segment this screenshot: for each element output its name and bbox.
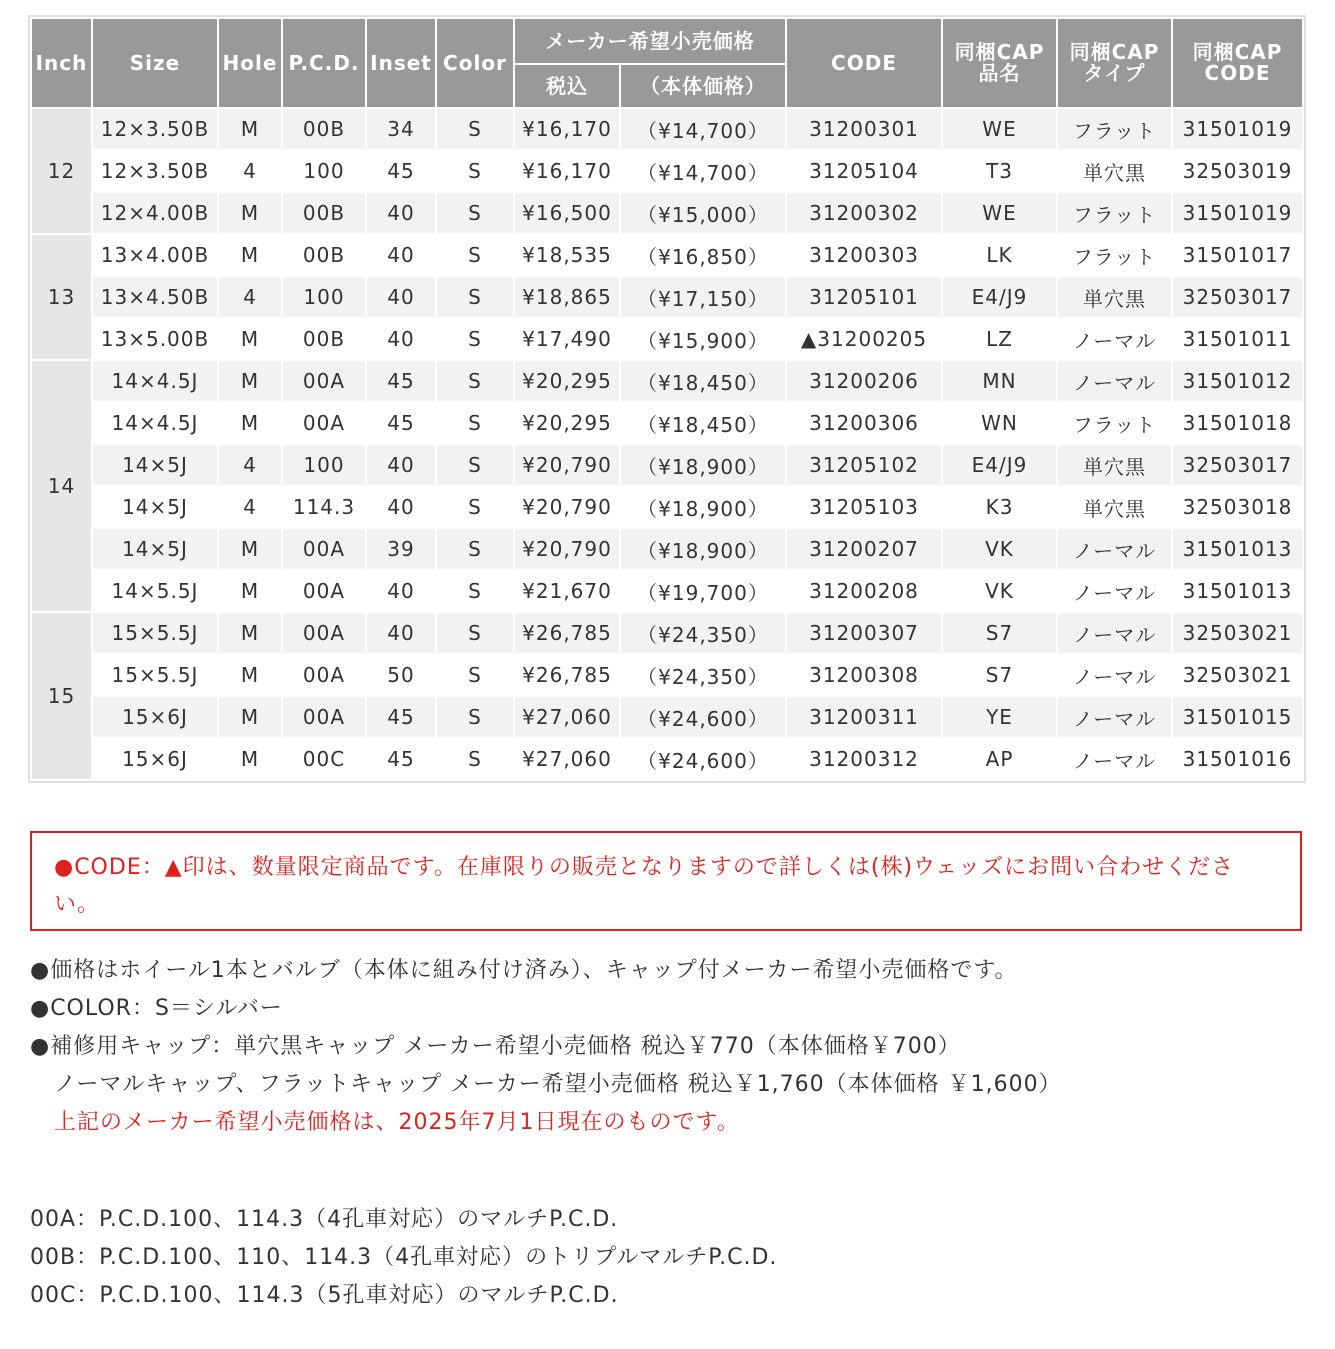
cell-hole: M bbox=[218, 654, 282, 696]
header-hole: Hole bbox=[218, 18, 282, 108]
cell-price-base: （¥24,600） bbox=[620, 738, 786, 780]
table-row bbox=[31, 570, 1303, 612]
cell-price-tax: ¥27,060 bbox=[514, 738, 620, 780]
cell-hole: M bbox=[218, 612, 282, 654]
cell-code: 31200311 bbox=[786, 696, 942, 738]
cell-cap-name: AP bbox=[942, 738, 1057, 780]
cell-price-tax: ¥21,670 bbox=[514, 570, 620, 612]
cell-cap-code: 31501017 bbox=[1172, 234, 1303, 276]
cell-cap-code: 31501011 bbox=[1172, 318, 1303, 360]
cell-size: 13×5.00B bbox=[92, 318, 218, 360]
cell-inset: 40 bbox=[366, 444, 436, 486]
table-row bbox=[31, 192, 1303, 234]
cell-price-tax: ¥26,785 bbox=[514, 612, 620, 654]
cell-color: S bbox=[436, 486, 514, 528]
header-cap-type bbox=[1057, 18, 1172, 108]
cell-cap-name: WN bbox=[942, 402, 1057, 444]
cell-price-tax: ¥16,170 bbox=[514, 150, 620, 192]
cell-inch: 13 bbox=[31, 234, 92, 360]
cell-code: 31200308 bbox=[786, 654, 942, 696]
cell-pcd: 00A bbox=[282, 360, 366, 402]
cell-inset: 40 bbox=[366, 318, 436, 360]
cell-pcd: 00A bbox=[282, 528, 366, 570]
cell-pcd: 00B bbox=[282, 192, 366, 234]
cell-cap-type: ノーマル bbox=[1057, 738, 1172, 780]
cell-code: 31200301 bbox=[786, 108, 942, 150]
cell-cap-code: 31501018 bbox=[1172, 402, 1303, 444]
cell-cap-code: 31501019 bbox=[1172, 108, 1303, 150]
cell-pcd: 100 bbox=[282, 150, 366, 192]
cell-price-base: （¥24,350） bbox=[620, 612, 786, 654]
table-row bbox=[31, 402, 1303, 444]
cell-price-tax: ¥20,790 bbox=[514, 444, 620, 486]
cell-price-tax: ¥18,865 bbox=[514, 276, 620, 318]
cell-hole: M bbox=[218, 318, 282, 360]
table-row bbox=[31, 528, 1303, 570]
cell-color: S bbox=[436, 318, 514, 360]
pcd-notes bbox=[30, 1201, 1320, 1315]
cell-price-tax: ¥20,295 bbox=[514, 360, 620, 402]
note-price-basis: ●価格はホイール1本とバルブ（本体に組み付け済み）、キャップ付メーカー希望小売価格です。 bbox=[30, 958, 1018, 983]
cell-size: 14×4.5J bbox=[92, 360, 218, 402]
cell-color: S bbox=[436, 570, 514, 612]
header-cap-code bbox=[1172, 18, 1303, 108]
cell-cap-code: 32503021 bbox=[1172, 654, 1303, 696]
cell-code: 31200302 bbox=[786, 192, 942, 234]
cell-size: 15×6J bbox=[92, 696, 218, 738]
cell-inset: 40 bbox=[366, 234, 436, 276]
cell-size: 13×4.50B bbox=[92, 276, 218, 318]
header-cap-name bbox=[942, 18, 1057, 108]
cell-pcd: 114.3 bbox=[282, 486, 366, 528]
cell-size: 14×5J bbox=[92, 486, 218, 528]
cell-hole: M bbox=[218, 402, 282, 444]
cell-code: 31200206 bbox=[786, 360, 942, 402]
cell-hole: M bbox=[218, 360, 282, 402]
cell-hole: M bbox=[218, 696, 282, 738]
cell-code: 31200303 bbox=[786, 234, 942, 276]
note-price-date: 上記のメーカー希望小売価格は、2025年7月1日現在のものです。 bbox=[54, 1110, 740, 1135]
cell-pcd: 100 bbox=[282, 444, 366, 486]
cell-inch: 14 bbox=[31, 360, 92, 612]
cell-cap-name: WE bbox=[942, 192, 1057, 234]
cell-price-tax: ¥16,500 bbox=[514, 192, 620, 234]
cell-price-base: （¥18,900） bbox=[620, 486, 786, 528]
cell-cap-code: 32503017 bbox=[1172, 276, 1303, 318]
table-row bbox=[31, 486, 1303, 528]
header-color: Color bbox=[436, 18, 514, 108]
cell-code: 31200208 bbox=[786, 570, 942, 612]
cell-cap-name: LK bbox=[942, 234, 1057, 276]
cell-pcd: 00B bbox=[282, 318, 366, 360]
header-price-base: （本体価格） bbox=[620, 64, 786, 108]
header-size: Size bbox=[92, 18, 218, 108]
table-row bbox=[31, 108, 1303, 150]
cell-price-base: （¥24,350） bbox=[620, 654, 786, 696]
header-cap-name-line1: 同梱CAP bbox=[954, 40, 1045, 64]
cell-hole: 4 bbox=[218, 444, 282, 486]
cell-hole: 4 bbox=[218, 486, 282, 528]
cell-price-base: （¥17,150） bbox=[620, 276, 786, 318]
cell-cap-type: 単穴黒 bbox=[1057, 486, 1172, 528]
cell-hole: M bbox=[218, 108, 282, 150]
cell-code: ▲31200205 bbox=[786, 318, 942, 360]
cell-cap-type: ノーマル bbox=[1057, 612, 1172, 654]
table-row bbox=[31, 276, 1303, 318]
cell-cap-code: 32503019 bbox=[1172, 150, 1303, 192]
cell-price-tax: ¥26,785 bbox=[514, 654, 620, 696]
cell-inset: 40 bbox=[366, 192, 436, 234]
cell-cap-name: VK bbox=[942, 570, 1057, 612]
cell-code: 31205104 bbox=[786, 150, 942, 192]
cell-hole: M bbox=[218, 528, 282, 570]
cell-price-base: （¥14,700） bbox=[620, 150, 786, 192]
cell-color: S bbox=[436, 696, 514, 738]
table-row bbox=[31, 738, 1303, 780]
header-inch: Inch bbox=[31, 18, 92, 108]
cell-price-tax: ¥17,490 bbox=[514, 318, 620, 360]
cell-size: 15×5.5J bbox=[92, 654, 218, 696]
cell-inset: 34 bbox=[366, 108, 436, 150]
header-cap-code-line1: 同梱CAP bbox=[1192, 40, 1283, 64]
cell-size: 13×4.00B bbox=[92, 234, 218, 276]
cell-cap-name: MN bbox=[942, 360, 1057, 402]
header-cap-name-line2: 品名 bbox=[978, 61, 1021, 85]
cell-cap-type: ノーマル bbox=[1057, 528, 1172, 570]
note-repair-cap-2: ノーマルキャップ、フラットキャップ メーカー希望小売価格 税込￥1,760（本体価格 ￥1,600） bbox=[54, 1072, 1062, 1097]
header-price-group: メーカー希望小売価格 bbox=[514, 18, 786, 64]
cell-inset: 39 bbox=[366, 528, 436, 570]
cell-size: 12×3.50B bbox=[92, 150, 218, 192]
cell-cap-type: 単穴黒 bbox=[1057, 444, 1172, 486]
cell-pcd: 00A bbox=[282, 612, 366, 654]
cell-inset: 45 bbox=[366, 738, 436, 780]
header-cap-type-line2: タイプ bbox=[1083, 61, 1146, 85]
cell-inset: 45 bbox=[366, 402, 436, 444]
cell-cap-name: T3 bbox=[942, 150, 1057, 192]
header-pcd: P.C.D. bbox=[282, 18, 366, 108]
cell-inset: 50 bbox=[366, 654, 436, 696]
cell-cap-code: 31501019 bbox=[1172, 192, 1303, 234]
cell-cap-name: LZ bbox=[942, 318, 1057, 360]
cell-price-base: （¥15,900） bbox=[620, 318, 786, 360]
cell-cap-type: ノーマル bbox=[1057, 696, 1172, 738]
cell-cap-name: VK bbox=[942, 528, 1057, 570]
cell-pcd: 00A bbox=[282, 402, 366, 444]
cell-cap-name: E4/J9 bbox=[942, 276, 1057, 318]
cell-cap-name: K3 bbox=[942, 486, 1057, 528]
cell-cap-code: 31501013 bbox=[1172, 528, 1303, 570]
header-inset: Inset bbox=[366, 18, 436, 108]
cell-color: S bbox=[436, 402, 514, 444]
cell-size: 12×3.50B bbox=[92, 108, 218, 150]
cell-price-tax: ¥16,170 bbox=[514, 108, 620, 150]
pcd-note-00a: 00A：P.C.D.100、114.3（4孔車対応）のマルチP.C.D. bbox=[30, 1207, 619, 1232]
cell-size: 15×6J bbox=[92, 738, 218, 780]
cell-inch: 15 bbox=[31, 612, 92, 780]
cell-inch: 12 bbox=[31, 108, 92, 234]
note-repair-cap-1: ●補修用キャップ：単穴黒キャップ メーカー希望小売価格 税込￥770（本体価格￥700） bbox=[30, 1034, 961, 1059]
pcd-note-00b: 00B：P.C.D.100、110、114.3（4孔車対応）のトリプルマルチP.C.D. bbox=[30, 1245, 778, 1270]
cell-size: 14×5.5J bbox=[92, 570, 218, 612]
cell-cap-code: 32503018 bbox=[1172, 486, 1303, 528]
header-code: CODE bbox=[786, 18, 942, 108]
cell-inset: 40 bbox=[366, 570, 436, 612]
cell-cap-type: ノーマル bbox=[1057, 318, 1172, 360]
cell-price-tax: ¥18,535 bbox=[514, 234, 620, 276]
cell-price-base: （¥18,450） bbox=[620, 360, 786, 402]
cell-inset: 40 bbox=[366, 276, 436, 318]
cell-inset: 45 bbox=[366, 150, 436, 192]
cell-color: S bbox=[436, 444, 514, 486]
cell-price-tax: ¥20,295 bbox=[514, 402, 620, 444]
cell-color: S bbox=[436, 234, 514, 276]
cell-cap-code: 32503017 bbox=[1172, 444, 1303, 486]
cell-size: 14×4.5J bbox=[92, 402, 218, 444]
header-cap-code-line2: CODE bbox=[1204, 61, 1271, 85]
cell-color: S bbox=[436, 738, 514, 780]
cell-cap-type: フラット bbox=[1057, 402, 1172, 444]
cell-hole: 4 bbox=[218, 276, 282, 318]
cell-cap-type: フラット bbox=[1057, 234, 1172, 276]
cell-inset: 45 bbox=[366, 360, 436, 402]
cell-cap-type: 単穴黒 bbox=[1057, 150, 1172, 192]
cell-cap-name: S7 bbox=[942, 612, 1057, 654]
cell-code: 31200307 bbox=[786, 612, 942, 654]
cell-size: 14×5J bbox=[92, 444, 218, 486]
cell-pcd: 00B bbox=[282, 108, 366, 150]
cell-code: 31205101 bbox=[786, 276, 942, 318]
cell-pcd: 100 bbox=[282, 276, 366, 318]
header-price-tax: 税込 bbox=[514, 64, 620, 108]
cell-color: S bbox=[436, 150, 514, 192]
cell-cap-code: 32503021 bbox=[1172, 612, 1303, 654]
cell-price-base: （¥14,700） bbox=[620, 108, 786, 150]
cell-code: 31200207 bbox=[786, 528, 942, 570]
cell-code: 31205103 bbox=[786, 486, 942, 528]
table-row bbox=[31, 318, 1303, 360]
cell-cap-type: 単穴黒 bbox=[1057, 276, 1172, 318]
table-row bbox=[31, 612, 1303, 654]
cell-cap-code: 31501016 bbox=[1172, 738, 1303, 780]
limited-stock-notice bbox=[30, 831, 1302, 931]
cell-cap-type: ノーマル bbox=[1057, 570, 1172, 612]
table-row bbox=[31, 360, 1303, 402]
header-cap-type-line1: 同梱CAP bbox=[1069, 40, 1160, 64]
cell-inset: 45 bbox=[366, 696, 436, 738]
cell-hole: M bbox=[218, 738, 282, 780]
cell-cap-name: E4/J9 bbox=[942, 444, 1057, 486]
cell-price-base: （¥18,900） bbox=[620, 444, 786, 486]
table-header bbox=[31, 18, 1303, 108]
cell-code: 31200306 bbox=[786, 402, 942, 444]
table-row bbox=[31, 150, 1303, 192]
note-color: ●COLOR：S＝シルバー bbox=[30, 996, 283, 1021]
notice-text: ●CODE：▲印は、数量限定商品です。在庫限りの販売となりますので詳しくは(株)ウェッズにお問い合わせください。 bbox=[54, 855, 1235, 917]
cell-cap-name: YE bbox=[942, 696, 1057, 738]
cell-cap-type: フラット bbox=[1057, 192, 1172, 234]
cell-price-base: （¥18,900） bbox=[620, 528, 786, 570]
cell-price-base: （¥16,850） bbox=[620, 234, 786, 276]
cell-cap-type: ノーマル bbox=[1057, 360, 1172, 402]
cell-color: S bbox=[436, 108, 514, 150]
cell-hole: M bbox=[218, 234, 282, 276]
cell-pcd: 00A bbox=[282, 654, 366, 696]
cell-hole: M bbox=[218, 570, 282, 612]
cell-code: 31200312 bbox=[786, 738, 942, 780]
cell-cap-type: フラット bbox=[1057, 108, 1172, 150]
cell-size: 12×4.00B bbox=[92, 192, 218, 234]
cell-cap-name: S7 bbox=[942, 654, 1057, 696]
pcd-note-00c: 00C：P.C.D.100、114.3（5孔車対応）のマルチP.C.D. bbox=[30, 1283, 619, 1308]
cell-pcd: 00C bbox=[282, 738, 366, 780]
table-row bbox=[31, 696, 1303, 738]
cell-price-base: （¥18,450） bbox=[620, 402, 786, 444]
cell-size: 14×5J bbox=[92, 528, 218, 570]
cell-color: S bbox=[436, 654, 514, 696]
cell-color: S bbox=[436, 360, 514, 402]
cell-size: 15×5.5J bbox=[92, 612, 218, 654]
cell-cap-code: 31501015 bbox=[1172, 696, 1303, 738]
cell-price-tax: ¥20,790 bbox=[514, 486, 620, 528]
table-body bbox=[31, 108, 1303, 780]
cell-pcd: 00A bbox=[282, 696, 366, 738]
cell-color: S bbox=[436, 528, 514, 570]
cell-color: S bbox=[436, 192, 514, 234]
wheel-spec-table bbox=[30, 17, 1304, 781]
cell-inset: 40 bbox=[366, 612, 436, 654]
cell-color: S bbox=[436, 276, 514, 318]
table-row bbox=[31, 444, 1303, 486]
cell-cap-name: WE bbox=[942, 108, 1057, 150]
cell-pcd: 00B bbox=[282, 234, 366, 276]
cell-cap-code: 31501013 bbox=[1172, 570, 1303, 612]
cell-price-base: （¥19,700） bbox=[620, 570, 786, 612]
price-notes bbox=[30, 952, 1320, 1142]
table-row bbox=[31, 654, 1303, 696]
cell-pcd: 00A bbox=[282, 570, 366, 612]
cell-price-tax: ¥20,790 bbox=[514, 528, 620, 570]
cell-cap-type: ノーマル bbox=[1057, 654, 1172, 696]
cell-hole: 4 bbox=[218, 150, 282, 192]
cell-cap-code: 31501012 bbox=[1172, 360, 1303, 402]
cell-hole: M bbox=[218, 192, 282, 234]
cell-price-base: （¥15,000） bbox=[620, 192, 786, 234]
cell-price-tax: ¥27,060 bbox=[514, 696, 620, 738]
cell-code: 31205102 bbox=[786, 444, 942, 486]
table-row bbox=[31, 234, 1303, 276]
cell-price-base: （¥24,600） bbox=[620, 696, 786, 738]
cell-color: S bbox=[436, 612, 514, 654]
cell-inset: 40 bbox=[366, 486, 436, 528]
